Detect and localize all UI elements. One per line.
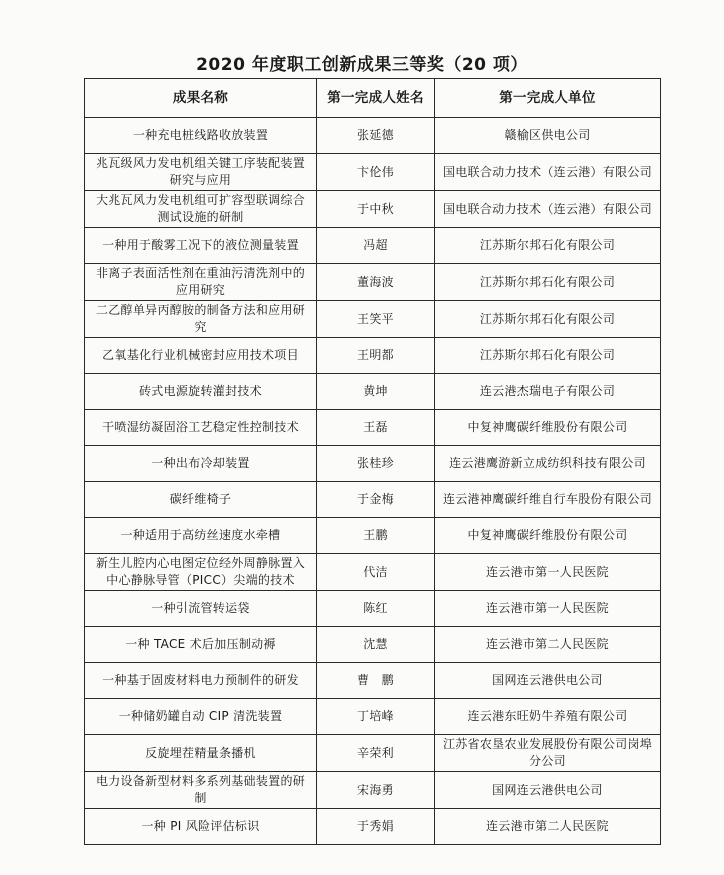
- person-cell: 于金梅: [317, 482, 435, 518]
- table-row: [85, 264, 661, 301]
- table-row: [85, 735, 661, 772]
- achievement-name-cell: 一种出布冷却装置: [85, 446, 317, 482]
- achievement-name-cell: 兆瓦级风力发电机组关键工序装配装置研究与应用: [85, 154, 317, 191]
- table-row: [85, 154, 661, 191]
- unit-cell: 国电联合动力技术（连云港）有限公司: [435, 191, 661, 228]
- person-cell: 卞伦伟: [317, 154, 435, 191]
- achievement-name-cell: 一种用于酸雾工况下的液位测量装置: [85, 228, 317, 264]
- person-cell: 宋海勇: [317, 772, 435, 809]
- unit-cell: 连云港市第一人民医院: [435, 554, 661, 591]
- table-row: [85, 338, 661, 374]
- person-cell: 王磊: [317, 410, 435, 446]
- achievement-name-cell: 一种充电桩线路收放装置: [85, 118, 317, 154]
- table-row: [85, 301, 661, 338]
- table-row: [85, 191, 661, 228]
- header-achievement-name: 成果名称: [85, 79, 317, 118]
- awards-table: [84, 78, 661, 845]
- achievement-name-cell: 电力设备新型材料多系列基础装置的研制: [85, 772, 317, 809]
- achievement-name-cell: 反旋埋茬精量条播机: [85, 735, 317, 772]
- table-row: [85, 627, 661, 663]
- achievement-name-cell: 一种基于固废材料电力预制件的研发: [85, 663, 317, 699]
- person-cell: 代洁: [317, 554, 435, 591]
- person-cell: 张桂珍: [317, 446, 435, 482]
- table-row: [85, 809, 661, 845]
- unit-cell: 国电联合动力技术（连云港）有限公司: [435, 154, 661, 191]
- person-cell: 王明都: [317, 338, 435, 374]
- unit-cell: 江苏斯尔邦石化有限公司: [435, 338, 661, 374]
- achievement-name-cell: 二乙醇单异丙醇胺的制备方法和应用研究: [85, 301, 317, 338]
- document-title: 2020 年度职工创新成果三等奖（20 项）: [196, 55, 528, 75]
- unit-cell: 中复神鹰碳纤维股份有限公司: [435, 410, 661, 446]
- achievement-name-cell: 砖式电源旋转灌封技术: [85, 374, 317, 410]
- person-cell: 于中秋: [317, 191, 435, 228]
- unit-cell: 江苏斯尔邦石化有限公司: [435, 228, 661, 264]
- person-cell: 张延德: [317, 118, 435, 154]
- table-row: [85, 228, 661, 264]
- achievement-name-cell: 一种 PI 风险评估标识: [85, 809, 317, 845]
- person-cell: 黄坤: [317, 374, 435, 410]
- table-row: [85, 482, 661, 518]
- table-row: [85, 699, 661, 735]
- achievement-name-cell: 一种 TACE 术后加压制动褥: [85, 627, 317, 663]
- table-header-row: [85, 79, 661, 118]
- header-first-unit: 第一完成人单位: [435, 79, 661, 118]
- header-first-person: 第一完成人姓名: [317, 79, 435, 118]
- unit-cell: 连云港市第二人民医院: [435, 627, 661, 663]
- achievement-name-cell: 新生儿腔内心电图定位经外周静脉置入中心静脉导管（PICC）尖端的技术: [85, 554, 317, 591]
- achievement-name-cell: 一种适用于高纺丝速度水牵槽: [85, 518, 317, 554]
- person-cell: 沈慧: [317, 627, 435, 663]
- achievement-name-cell: 干喷湿纺凝固浴工艺稳定性控制技术: [85, 410, 317, 446]
- unit-cell: 连云港市第二人民医院: [435, 809, 661, 845]
- achievement-name-cell: 碳纤维椅子: [85, 482, 317, 518]
- unit-cell: 江苏斯尔邦石化有限公司: [435, 301, 661, 338]
- table-row: [85, 554, 661, 591]
- person-cell: 丁培峰: [317, 699, 435, 735]
- table-row: [85, 591, 661, 627]
- person-cell: 冯超: [317, 228, 435, 264]
- table-row: [85, 118, 661, 154]
- unit-cell: 连云港杰瑞电子有限公司: [435, 374, 661, 410]
- unit-cell: 连云港神鹰碳纤维自行车股份有限公司: [435, 482, 661, 518]
- unit-cell: 江苏斯尔邦石化有限公司: [435, 264, 661, 301]
- unit-cell: 赣榆区供电公司: [435, 118, 661, 154]
- person-cell: 于秀娟: [317, 809, 435, 845]
- unit-cell: 连云港鹰游新立成纺织科技有限公司: [435, 446, 661, 482]
- person-cell: 王鹏: [317, 518, 435, 554]
- achievement-name-cell: 一种储奶罐自动 CIP 清洗装置: [85, 699, 317, 735]
- person-cell: 陈红: [317, 591, 435, 627]
- unit-cell: 连云港市第一人民医院: [435, 591, 661, 627]
- person-cell: 王笑平: [317, 301, 435, 338]
- table-row: [85, 446, 661, 482]
- table-row: [85, 518, 661, 554]
- table-row: [85, 772, 661, 809]
- table-row: [85, 410, 661, 446]
- unit-cell: 中复神鹰碳纤维股份有限公司: [435, 518, 661, 554]
- unit-cell: 国网连云港供电公司: [435, 772, 661, 809]
- unit-cell: 连云港东旺奶牛养殖有限公司: [435, 699, 661, 735]
- table-row: [85, 374, 661, 410]
- person-cell: 董海波: [317, 264, 435, 301]
- table-row: [85, 663, 661, 699]
- unit-cell: 国网连云港供电公司: [435, 663, 661, 699]
- person-cell: 辛荣利: [317, 735, 435, 772]
- unit-cell: 江苏省农垦农业发展股份有限公司岗埠分公司: [435, 735, 661, 772]
- achievement-name-cell: 大兆瓦风力发电机组可扩容型联调综合测试设施的研制: [85, 191, 317, 228]
- person-cell: 曹 鹏: [317, 663, 435, 699]
- achievement-name-cell: 乙氧基化行业机械密封应用技术项目: [85, 338, 317, 374]
- achievement-name-cell: 一种引流管转运袋: [85, 591, 317, 627]
- achievement-name-cell: 非离子表面活性剂在重油污清洗剂中的应用研究: [85, 264, 317, 301]
